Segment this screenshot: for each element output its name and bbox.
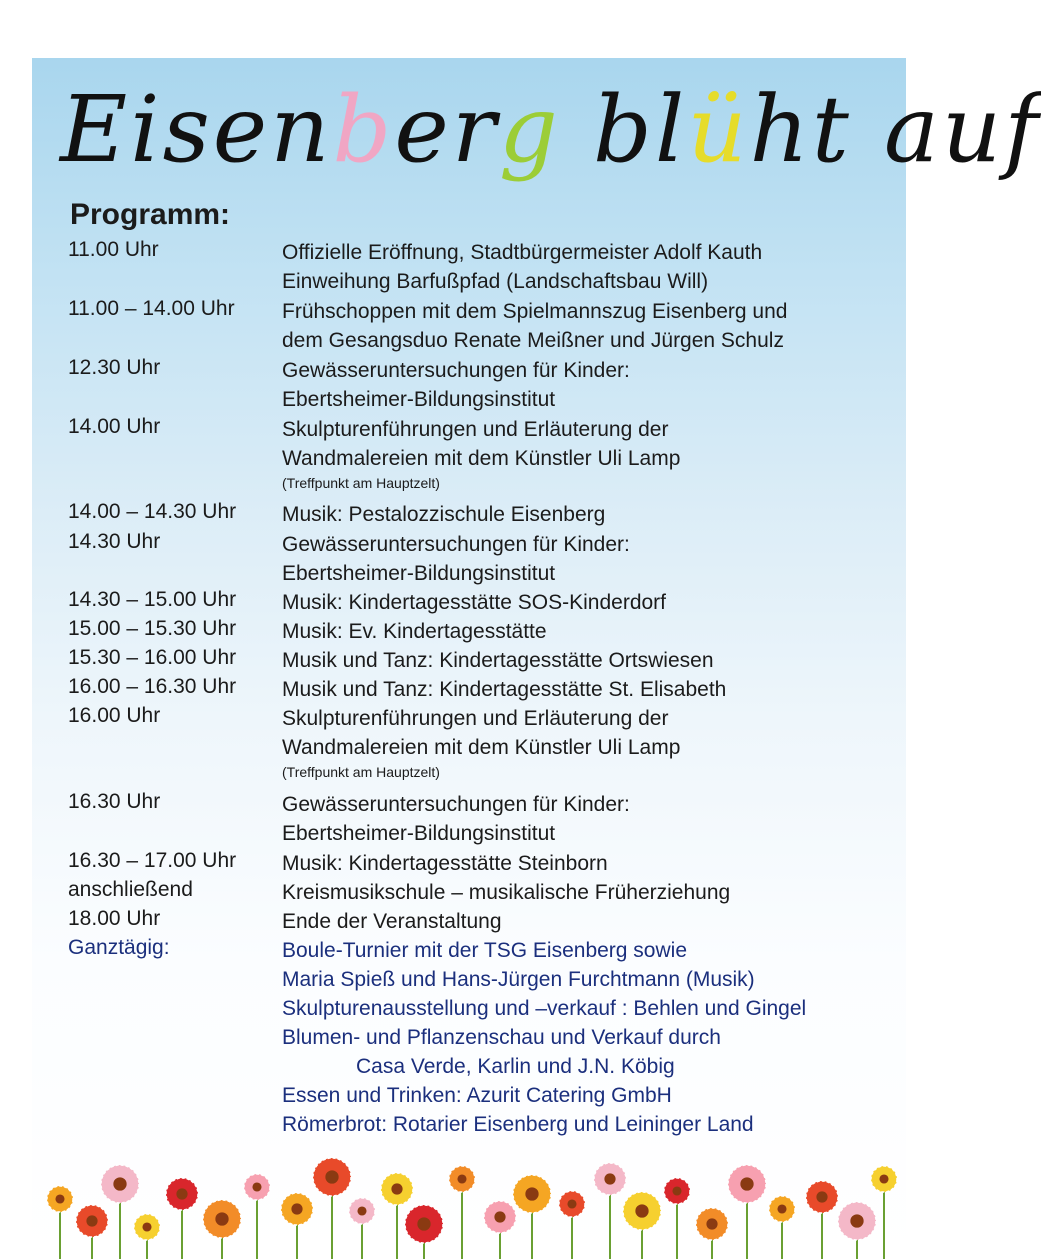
- title-part-4: ht auf: [749, 76, 1041, 183]
- schedule-description-line: Kreismusikschule – musikalische Früherziehung: [282, 881, 731, 904]
- schedule-description: [282, 704, 680, 782]
- schedule-description-line: Musik: Pestalozzischule Eisenberg: [282, 503, 606, 526]
- flower-center: [252, 1182, 261, 1191]
- flower-center: [215, 1212, 228, 1225]
- schedule-time: 16.00 – 16.30 Uhr: [68, 675, 237, 698]
- allday-line: Römerbrot: Rotarier Eisenberg und Leininger Land: [282, 1113, 754, 1136]
- schedule-description: [282, 617, 547, 646]
- schedule-description: [282, 878, 730, 907]
- schedule-description-line: Offizielle Eröffnung, Stadtbürgermeister Adolf Kauth: [282, 241, 763, 264]
- schedule-description-line: Skulpturenführungen und Erläuterung der: [282, 418, 669, 441]
- schedule-description-line: Skulpturenführungen und Erläuterung der: [282, 707, 669, 730]
- flower-center: [635, 1204, 648, 1217]
- schedule-description-line: Wandmalereien mit dem Künstler Uli Lamp: [282, 736, 681, 759]
- allday-line: Maria Spieß und Hans-Jürgen Furchtmann (Musik): [282, 968, 755, 991]
- flower-center: [879, 1174, 888, 1183]
- schedule-description-line: Ebertsheimer-Bildungsinstitut: [282, 822, 556, 845]
- schedule-description-line: Einweihung Barfußpfad (Landschaftsbau Will): [282, 270, 709, 293]
- schedule-description: [282, 530, 630, 588]
- schedule-description-line: Musik: Ev. Kindertagesstätte: [282, 620, 547, 643]
- schedule-description: [282, 356, 630, 414]
- schedule-description-line: Ende der Veranstaltung: [282, 910, 502, 933]
- schedule-note: (Treffpunkt am Hauptzelt): [282, 764, 440, 780]
- schedule-description-line: Ebertsheimer-Bildungsinstitut: [282, 388, 556, 411]
- schedule-description-line: Musik und Tanz: Kindertagesstätte Ortswiesen: [282, 649, 714, 672]
- title-letter-u: ü: [687, 76, 750, 183]
- schedule-description-line: Ebertsheimer-Bildungsinstitut: [282, 562, 556, 585]
- schedule-time: 14.00 Uhr: [68, 415, 161, 438]
- flower-center: [740, 1177, 753, 1190]
- flower-center: [850, 1214, 863, 1227]
- flower-center: [777, 1204, 786, 1213]
- schedule-description-line: Gewässeruntersuchungen für Kinder:: [282, 533, 630, 556]
- poster-title: [60, 76, 1041, 216]
- schedule-time: 14.00 – 14.30 Uhr: [68, 500, 237, 523]
- flower-center: [525, 1187, 538, 1200]
- schedule-description-line: Frühschoppen mit dem Spielmannszug Eisenberg und: [282, 300, 788, 323]
- flower-center: [672, 1186, 681, 1195]
- schedule-time: 16.00 Uhr: [68, 704, 161, 727]
- allday-label: Ganztägig:: [68, 936, 170, 959]
- schedule-description-line: Wandmalereien mit dem Künstler Uli Lamp: [282, 447, 681, 470]
- schedule-time: 14.30 – 15.00 Uhr: [68, 588, 237, 611]
- schedule-description: [282, 238, 762, 296]
- schedule-time: anschließend: [68, 878, 193, 901]
- schedule-description: [282, 907, 502, 936]
- flower-center: [325, 1170, 338, 1183]
- schedule-description: [282, 415, 680, 493]
- flower-center: [142, 1222, 151, 1231]
- flower-center: [494, 1211, 505, 1222]
- schedule-time: 16.30 – 17.00 Uhr: [68, 849, 237, 872]
- flower-center: [457, 1174, 466, 1183]
- flower-center: [417, 1217, 430, 1230]
- schedule-description: [282, 675, 726, 704]
- schedule-time: 12.30 Uhr: [68, 356, 161, 379]
- flower-center: [816, 1191, 827, 1202]
- title-part-3: bl: [593, 76, 688, 183]
- allday-line: Skulpturenausstellung und –verkauf : Behlen und Gingel: [282, 997, 807, 1020]
- schedule-time: 11.00 – 14.00 Uhr: [68, 297, 235, 320]
- schedule-time: 18.00 Uhr: [68, 907, 161, 930]
- allday-line: Blumen- und Pflanzenschau und Verkauf durch: [282, 1026, 721, 1049]
- schedule-description-line: Gewässeruntersuchungen für Kinder:: [282, 793, 630, 816]
- flower-center: [291, 1203, 302, 1214]
- flower-center: [567, 1199, 576, 1208]
- schedule-description-line: Gewässeruntersuchungen für Kinder:: [282, 359, 630, 382]
- flower-center: [391, 1183, 402, 1194]
- program-heading: Programm:: [70, 198, 231, 231]
- flower-center: [706, 1218, 717, 1229]
- schedule-time: 15.30 – 16.00 Uhr: [68, 646, 237, 669]
- flower-center: [176, 1188, 187, 1199]
- title-part-1: Eisen: [60, 76, 333, 183]
- flower-center: [86, 1215, 97, 1226]
- schedule-time: 16.30 Uhr: [68, 790, 161, 813]
- schedule-description: [282, 297, 787, 355]
- schedule-description-line: Musik und Tanz: Kindertagesstätte St. Elisabeth: [282, 678, 727, 701]
- schedule-time: 11.00 Uhr: [68, 238, 159, 261]
- flower-center: [55, 1194, 64, 1203]
- schedule-description: [282, 790, 630, 848]
- allday-line: Casa Verde, Karlin und J.N. Köbig: [356, 1055, 675, 1078]
- title-letter-b: b: [332, 76, 395, 183]
- schedule-description-line: Musik: Kindertagesstätte Steinborn: [282, 852, 608, 875]
- schedule-time: 14.30 Uhr: [68, 530, 161, 553]
- allday-description: [282, 936, 806, 1139]
- title-part-2: er: [394, 76, 499, 183]
- schedule-description: [282, 646, 714, 675]
- schedule-description: [282, 588, 666, 617]
- flower-center: [357, 1206, 366, 1215]
- schedule-description: [282, 500, 605, 529]
- title-letter-g: g: [498, 76, 561, 183]
- schedule-description-line: Musik: Kindertagesstätte SOS-Kinderdorf: [282, 591, 667, 614]
- schedule-note: (Treffpunkt am Hauptzelt): [282, 475, 440, 491]
- schedule-description: [282, 849, 608, 878]
- allday-line: Boule-Turnier mit der TSG Eisenberg sowie: [282, 939, 687, 962]
- schedule-time: 15.00 – 15.30 Uhr: [68, 617, 237, 640]
- schedule-description-line: dem Gesangsduo Renate Meißner und Jürgen Schulz: [282, 329, 784, 352]
- flower-center: [113, 1177, 126, 1190]
- poster: [32, 58, 1041, 1259]
- allday-line: Essen und Trinken: Azurit Catering GmbH: [282, 1084, 672, 1107]
- flower-center: [604, 1173, 615, 1184]
- flower-border: [32, 1149, 906, 1259]
